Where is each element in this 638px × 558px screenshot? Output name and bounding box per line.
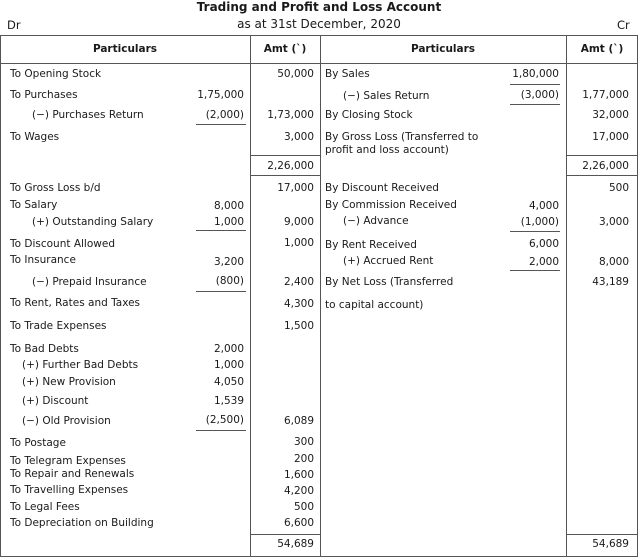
- postage-label: To Postage: [10, 437, 66, 449]
- dr-label: Dr: [7, 18, 21, 32]
- subtotal-rule: [510, 270, 560, 271]
- trading-total-left: 2,26,000: [267, 160, 314, 172]
- repair-label: To Repair and Renewals: [10, 468, 135, 480]
- sales-return-sub: (3,000): [520, 89, 559, 101]
- legal-label: To Legal Fees: [10, 501, 80, 513]
- advance-sub: (1,000): [520, 216, 559, 228]
- prepaid-insurance-label: (−) Prepaid Insurance: [32, 276, 147, 288]
- commission-label: By Commission Received: [325, 199, 457, 211]
- travelling-label: To Travelling Expenses: [10, 484, 129, 496]
- header-bottom-border: [0, 63, 638, 64]
- purchases-net-amount: 1,73,000: [267, 109, 314, 121]
- new-provision-sub: 4,050: [213, 376, 244, 388]
- trading-total-rule-right: [566, 155, 638, 156]
- legal-amount: 500: [293, 501, 314, 513]
- discount-provision-sub: 1,539: [213, 395, 244, 407]
- insurance-sub: 3,200: [213, 256, 244, 268]
- repair-amount: 1,600: [283, 469, 314, 481]
- rent-received-sub: 6,000: [528, 238, 559, 250]
- trading-total-rule-right: [566, 175, 638, 176]
- sales-return-label: (−) Sales Return: [343, 90, 430, 102]
- rent-rates-label: To Rent, Rates and Taxes: [10, 297, 141, 309]
- subtotal-rule: [196, 230, 246, 231]
- subtotal-rule: [510, 231, 560, 232]
- postage-amount: 300: [293, 436, 314, 448]
- further-bad-debts-sub: 1,000: [213, 359, 244, 371]
- discount-received-label: By Discount Received: [325, 182, 439, 194]
- pl-total-right: 54,689: [592, 538, 629, 550]
- cr-label: Cr: [617, 18, 630, 32]
- purchases-return-sub: (2,000): [205, 109, 244, 121]
- col-divider-center: [320, 35, 321, 556]
- gross-loss-bd-label: To Gross Loss b/d: [10, 182, 101, 194]
- discount-allowed-label: To Discount Allowed: [10, 238, 115, 250]
- prepaid-insurance-sub: (800): [215, 275, 244, 287]
- discount-allowed-amount: 1,000: [283, 237, 314, 249]
- page-subtitle: as at 31st December, 2020: [237, 17, 401, 31]
- pl-total-left: 54,689: [277, 538, 314, 550]
- col-header-particulars-left: Particulars: [92, 43, 158, 55]
- pl-total-rule: [250, 534, 320, 535]
- bad-debts-sub: 2,000: [213, 343, 244, 355]
- closing-stock-amount: 32,000: [592, 109, 629, 121]
- sales-net-amount: 1,77,000: [582, 89, 629, 101]
- gross-loss-transfer-amount: 17,000: [592, 131, 629, 143]
- outstanding-salary-label: (+) Outstanding Salary: [32, 216, 154, 228]
- purchases-return-label: (−) Purchases Return: [32, 109, 144, 121]
- net-loss-amount: 43,189: [592, 276, 629, 288]
- gross-loss-transfer-line1: By Gross Loss (Transferred to: [325, 131, 479, 143]
- advance-label: (−) Advance: [343, 215, 409, 227]
- discount-received-amount: 500: [608, 182, 629, 194]
- salary-sub: 8,000: [213, 200, 244, 212]
- old-provision-label: (−) Old Provision: [22, 415, 111, 427]
- outstanding-salary-sub: 1,000: [213, 216, 244, 228]
- commission-net-amount: 3,000: [598, 216, 629, 228]
- trading-total-rule: [250, 155, 320, 156]
- net-loss-line2: to capital account): [325, 299, 424, 311]
- telegram-amount: 200: [293, 453, 314, 465]
- table-bottom-border: [0, 556, 638, 557]
- subtotal-rule: [510, 104, 560, 105]
- subtotal-rule: [196, 124, 246, 125]
- telegram-label: To Telegram Expenses: [10, 455, 126, 467]
- bad-debts-label: To Bad Debts: [10, 343, 79, 355]
- opening-stock-label: To Opening Stock: [10, 68, 102, 80]
- rent-rates-amount: 4,300: [283, 298, 314, 310]
- bad-debts-net-amount: 6,089: [283, 415, 314, 427]
- commission-sub: 4,000: [528, 200, 559, 212]
- table-left-border: [0, 35, 1, 556]
- travelling-amount: 4,200: [283, 485, 314, 497]
- salary-label: To Salary: [10, 199, 58, 211]
- sales-label: By Sales: [325, 68, 370, 80]
- purchases-sub: 1,75,000: [197, 89, 244, 101]
- gross-loss-bd-amount: 17,000: [277, 182, 314, 194]
- gross-loss-transfer-line2: profit and loss account): [325, 144, 449, 156]
- discount-provision-label: (+) Discount: [22, 395, 89, 407]
- insurance-label: To Insurance: [10, 254, 76, 266]
- subtotal-rule: [510, 84, 560, 85]
- accrued-rent-label: (+) Accrued Rent: [343, 255, 434, 267]
- subtotal-rule: [196, 430, 246, 431]
- col-header-particulars-right: Particulars: [410, 43, 476, 55]
- table-top-border: [0, 35, 638, 36]
- salary-net-amount: 9,000: [283, 216, 314, 228]
- page-title: Trading and Profit and Loss Account: [196, 0, 442, 14]
- net-loss-line1: By Net Loss (Transferred: [325, 276, 454, 288]
- depreciation-amount: 6,600: [283, 517, 314, 529]
- wages-label: To Wages: [10, 131, 60, 143]
- accrued-rent-sub: 2,000: [528, 256, 559, 268]
- col-header-amt-left: Amt (`): [263, 43, 307, 55]
- further-bad-debts-label: (+) Further Bad Debts: [22, 359, 139, 371]
- purchases-label: To Purchases: [10, 89, 78, 101]
- trading-total-right: 2,26,000: [582, 160, 629, 172]
- rent-received-label: By Rent Received: [325, 239, 417, 251]
- trading-total-rule: [250, 175, 320, 176]
- closing-stock-label: By Closing Stock: [325, 109, 413, 121]
- trade-expenses-amount: 1,500: [283, 320, 314, 332]
- insurance-net-amount: 2,400: [283, 276, 314, 288]
- opening-stock-amount: 50,000: [277, 68, 314, 80]
- subtotal-rule: [196, 291, 246, 292]
- col-header-amt-right: Amt (`): [580, 43, 624, 55]
- old-provision-sub: (2,500): [205, 414, 244, 426]
- wages-amount: 3,000: [283, 131, 314, 143]
- sales-sub: 1,80,000: [512, 68, 559, 80]
- trade-expenses-label: To Trade Expenses: [10, 320, 107, 332]
- new-provision-label: (+) New Provision: [22, 376, 116, 388]
- depreciation-label: To Depreciation on Building: [10, 517, 154, 529]
- rent-net-amount: 8,000: [598, 256, 629, 268]
- pl-total-rule-right: [566, 534, 638, 535]
